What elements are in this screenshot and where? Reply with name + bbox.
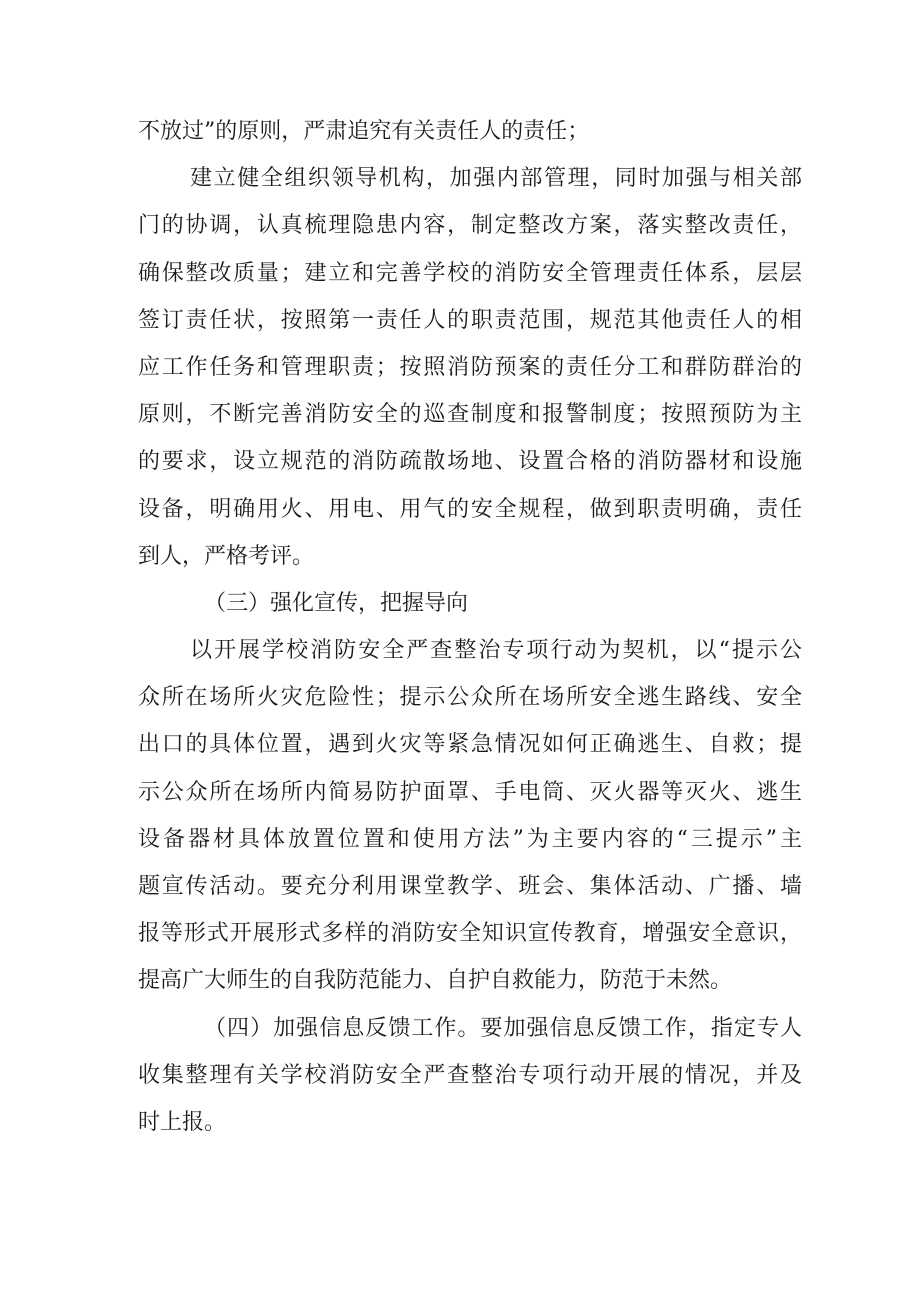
text-line: 示公众所在场所内简易防护面罩、手电筒、灭火器等灭火、逃生 bbox=[138, 779, 802, 805]
text-line: 报等形式开展形式多样的消防安全知识宣传教育，增强安全意识， bbox=[138, 921, 802, 947]
document-page bbox=[138, 108, 802, 1146]
paragraph-management bbox=[138, 155, 802, 580]
text-line: 的要求，设立规范的消防疏散场地、设置合格的消防器材和设施 bbox=[138, 449, 802, 475]
text-line: 设备器材具体放置位置和使用方法”为主要内容的“三提示”主 bbox=[138, 826, 802, 852]
paragraph-publicity bbox=[138, 627, 802, 1005]
text-line: 题宣传活动。要充分利用课堂教学、班会、集体活动、广播、墙 bbox=[138, 874, 802, 899]
text-line: 设备，明确用火、用电、用气的安全规程，做到职责明确，责任 bbox=[138, 496, 802, 522]
text-line: 到人，严格考评。 bbox=[138, 543, 315, 569]
text-line: 应工作任务和管理职责；按照消防预案的责任分工和群防群治的 bbox=[138, 354, 802, 380]
text-line: 以开展学校消防安全严查整治专项行动为契机，以“提示公 bbox=[190, 638, 802, 664]
section-heading-3 bbox=[138, 580, 802, 627]
text-line: 众所在场所火灾危险性；提示公众所在场所安全逃生路线、安全 bbox=[138, 685, 802, 711]
text-line: 签订责任状，按照第一责任人的职责范围，规范其他责任人的相 bbox=[138, 307, 802, 333]
section-heading: （四）加强信息反馈工作。要加强信息反馈工作，指定专人 bbox=[204, 1015, 802, 1041]
text-line: 建立健全组织领导机构，加强内部管理，同时加强与相关部 bbox=[190, 166, 802, 192]
text-line: 门的协调，认真梳理隐患内容，制定整改方案，落实整改责任， bbox=[138, 213, 802, 239]
text-line: 出口的具体位置，遇到火灾等紧急情况如何正确逃生、自救；提 bbox=[138, 732, 802, 758]
text-line: 提高广大师生的自我防范能力、自护自救能力，防范于未然。 bbox=[138, 968, 733, 994]
text-line: 不放过”的原则，严肃追究有关责任人的责任； bbox=[138, 119, 590, 144]
paragraph-continuation bbox=[138, 108, 802, 155]
text-line: 原则，不断完善消防安全的巡查制度和报警制度；按照预防为主 bbox=[138, 402, 802, 428]
section-heading-4 bbox=[138, 1005, 802, 1147]
text-line: 时上报。 bbox=[138, 1109, 227, 1135]
text-line: 确保整改质量；建立和完善学校的消防安全管理责任体系，层层 bbox=[138, 260, 802, 286]
text-line: 收集整理有关学校消防安全严查整治专项行动开展的情况，并及 bbox=[138, 1062, 802, 1088]
section-heading: （三）强化宣传，把握导向 bbox=[204, 590, 469, 616]
